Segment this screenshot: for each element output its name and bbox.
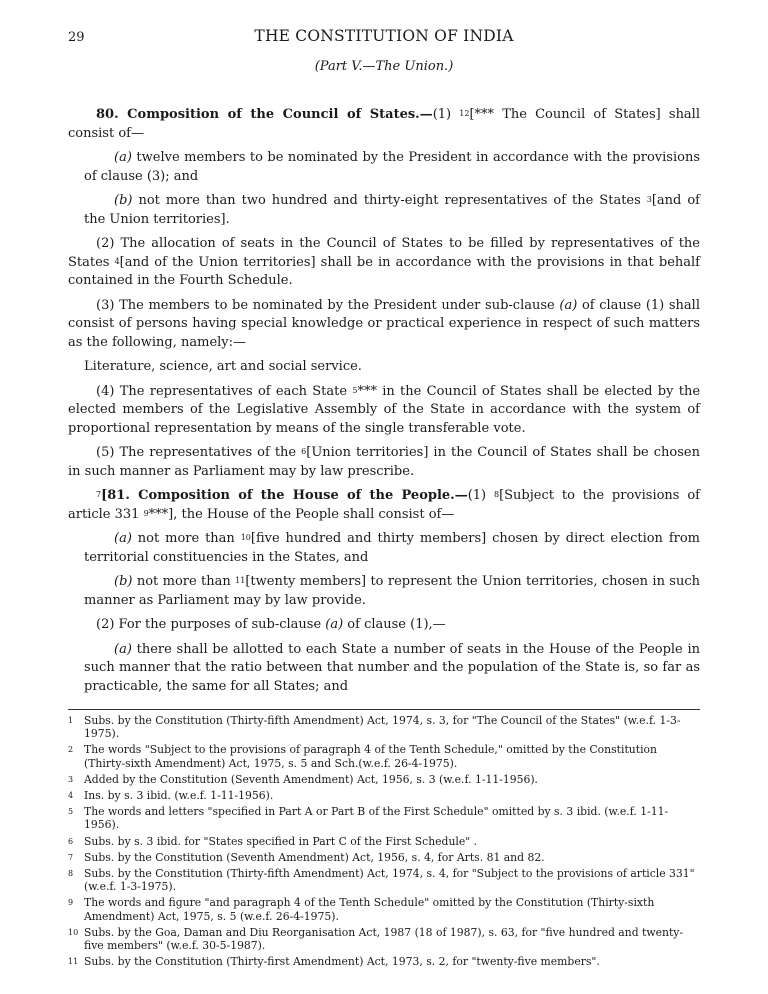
article-80-heading: 80. Composition of the Council of States.—	[96, 107, 433, 122]
article-81-subclause-b: (b) not more than $^{11}$[twenty members] to represent the Union territories, chosen in such manner as Parliament may by law provide.	[84, 574, 700, 608]
footnote: 5 The words and letters "specified in Part A or Part B of the First Schedule" omitted by s. 3 ibid. (w.e.f. 1-11-1956).	[68, 805, 669, 832]
footnote: 2 The words "Subject to the provisions of paragraph 4 of the Tenth Schedule," omitted by the Constitution (Thirty-sixth Amendment) Act, 1975, s. 5 and Sch.(w.e.f. 26-4-1975).	[68, 743, 658, 770]
document-body	[68, 106, 700, 702]
footnotes	[68, 714, 700, 971]
footnote-ref: 9	[143, 508, 149, 518]
footnote: 9 The words and figure "and paragraph 4 of the Tenth Schedule" omitted by the Constitution (Thirty-sixth Amendment) Act, 1975, s. 5 (w.e.f. 26-4-1975).	[68, 896, 655, 923]
article-80-subclause-b: (b) not more than two hundred and thirty-eight representatives of the States $^3$[and of the Union territories].	[84, 193, 700, 227]
article-81-clause-2: (2) For the purposes of sub-clause (a) of clause (1),—	[96, 617, 446, 632]
footnote: 10 Subs. by the Goa, Daman and Diu Reorganisation Act, 1987 (18 of 1987), s. 63, for "five hundred and twenty-five members" (w.e.f. 30-5-1987).	[68, 925, 684, 953]
footnote-ref: 2	[464, 109, 470, 118]
footnote: 6 Subs. by s. 3 ibid. for "States specified in Part C of the First Schedule" .	[68, 834, 478, 848]
page-title: THE CONSTITUTION OF INDIA	[254, 27, 514, 45]
article-80-clause-2: (2) The allocation of seats in the Council of States to be filled by representatives of the States $^4$[and of the Union territories] shall be in accordance with the provisions in that behalf contained in the Fourth Schedule.	[68, 236, 700, 288]
article-80-clause-5: (5) The representatives of the $^6$[Union territories] in the Council of States shall be chosen in such manner as Parliament may by law prescribe.	[68, 445, 700, 479]
article-81-subclause-a: (a) not more than $^{10}$[five hundred and thirty members] chosen by direct election from territorial constituencies in the States, and	[84, 531, 701, 565]
article-81-clause-2-subclause-a: (a) there shall be allotted to each State a number of seats in the House of the People in such manner that the ratio between that number and the population of the State is, so far as practicable, the same for all States; and	[84, 641, 700, 694]
article-81-heading: [81. Composition of the House of the People.—	[101, 488, 468, 503]
footnote-ref: 6	[301, 447, 307, 456]
footnote-ref: 11	[235, 576, 246, 585]
article-81-clause-1: $^7$[81. Composition of the House of the People.—(1) $^8$[Subject to the provisions of article 331 $^9$***], the House of the People shall consist of—	[68, 488, 700, 522]
article-80-clause-1: 80. Composition of the Council of States.—(1) $^{12}$[*** The Council of States] shall consist of—	[68, 107, 701, 141]
article-80-clause-4: (4) The representatives of each State $^5$*** in the Council of States shall be elected by the elected members of the Legislative Assembly of the State in accordance with the system of proportional representation by means of the single transferable vote.	[68, 383, 701, 436]
footnote: 11 Subs. by the Constitution (Thirty-first Amendment) Act, 1973, s. 2, for "twenty-five members".	[68, 955, 600, 969]
footnote-ref: 10	[240, 533, 251, 542]
page-subtitle: (Part V.—The Union.)	[314, 59, 454, 74]
footnote-ref: 7	[96, 490, 102, 499]
footnote-ref: 4	[114, 256, 120, 266]
footnote-ref: 3	[646, 195, 652, 204]
footnote: 3 Added by the Constitution (Seventh Amendment) Act, 1956, s. 3 (w.e.f. 1-11-1956).	[68, 772, 538, 786]
footnote-ref: 8	[493, 490, 500, 499]
footnote: 4 Ins. by s. 3 ibid. (w.e.f. 1-11-1956).	[68, 789, 274, 803]
footnote-ref: 5	[352, 385, 358, 395]
article-80-subclause-a: (a) twelve members to be nominated by the President in accordance with the provisions of clause (3); and	[84, 150, 700, 184]
page-number: 29	[68, 30, 85, 45]
footnote: 8 Subs. by the Constitution (Thirty-fifth Amendment) Act, 1974, s. 4, for "Subject to the provisions of article 331" (w.e.f. 1-3-1975).	[68, 867, 695, 894]
footnote: 7 Subs. by the Constitution (Seventh Amendment) Act, 1956, s. 4, for Arts. 81 and 82.	[68, 850, 545, 864]
article-80-clause-3: (3) The members to be nominated by the President under sub-clause (a) of clause (1) shall consist of persons having special knowledge or practical experience in respect of such matters as the following, namely:—	[68, 297, 700, 350]
footnote-divider	[68, 709, 700, 710]
article-80-list: Literature, science, art and social service.	[84, 359, 362, 374]
footnote: 1 Subs. by the Constitution (Thirty-fifth Amendment) Act, 1974, s. 3, for "The Council of the States" (w.e.f. 1-3-1975).	[68, 714, 681, 741]
footnote-ref: 1	[459, 109, 465, 118]
